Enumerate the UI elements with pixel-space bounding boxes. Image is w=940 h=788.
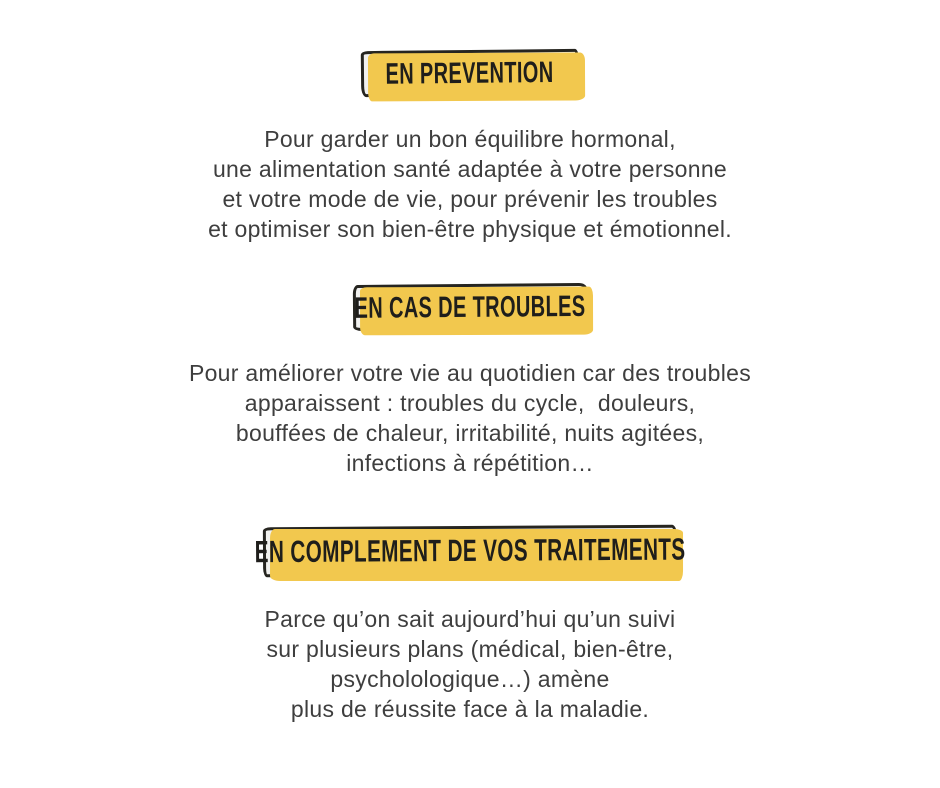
body-line: Parce qu’on sait aujourd’hui qu’un suivi xyxy=(264,606,676,632)
body-line: plus de réussite face à la maladie. xyxy=(290,696,650,722)
paragraph-traitements xyxy=(265,604,676,724)
title-box-traitements xyxy=(254,525,686,578)
body-line: et optimiser son bien-être physique et émotionnel. xyxy=(208,216,732,242)
body-line: bouffées de chaleur, irritabilité, nuits agitées, xyxy=(235,420,705,446)
body-line: apparaissent : troubles du cycle, douleurs, xyxy=(244,390,696,416)
title-box-prevention xyxy=(361,49,579,97)
body-line: et votre mode de vie, pour prévenir les troubles xyxy=(222,186,718,212)
title-box-troubles xyxy=(353,283,587,331)
body-line: Pour garder un bon équilibre hormonal, xyxy=(264,126,676,152)
section-title-prevention: EN PREVENTION xyxy=(385,55,555,90)
body-line: sur plusieurs plans (médical, bien-être, xyxy=(266,636,674,662)
section-title-troubles: EN CAS DE TROUBLES xyxy=(354,288,586,324)
section-title-traitements: EN COMPLEMENT DE VOS TRAITEMENTS xyxy=(254,532,686,569)
body-line: infections à répétition… xyxy=(346,450,594,476)
body-line: Pour améliorer votre vie au quotidien car des troubles xyxy=(188,360,752,386)
paragraph-prevention xyxy=(208,124,732,244)
paragraph-troubles xyxy=(189,358,751,478)
body-line: psycholologique…) amène xyxy=(330,666,610,692)
body-line: une alimentation santé adaptée à votre personne xyxy=(212,156,728,182)
